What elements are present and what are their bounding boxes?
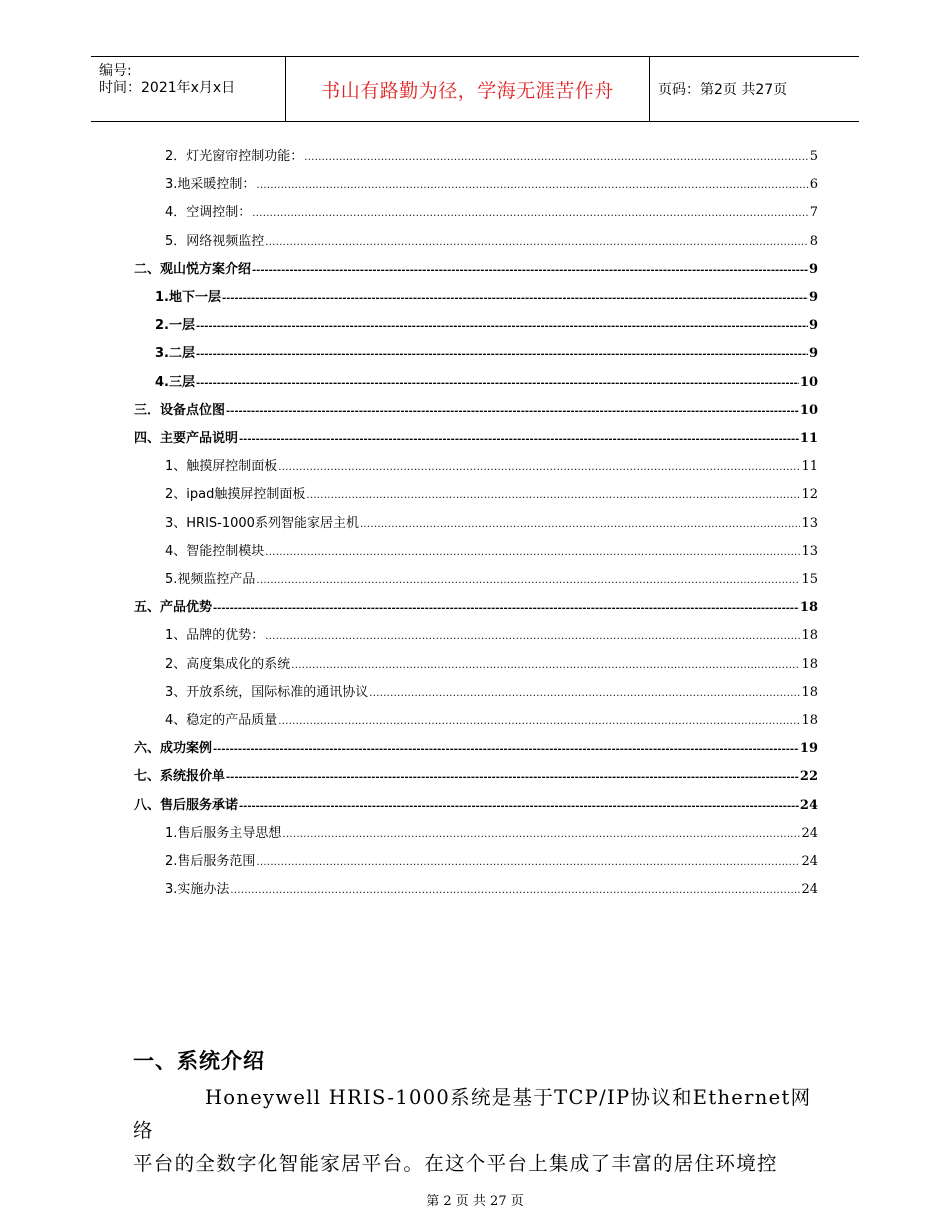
toc-entry-page: 18 [799, 600, 818, 615]
toc-entry-label: 1.地下一层 [155, 290, 221, 305]
toc-entry-page: 8 [809, 234, 818, 249]
toc-entry-label: 5.视频监控产品 [165, 572, 256, 587]
toc-leader [239, 431, 799, 446]
toc-entry[interactable] [165, 850, 818, 868]
toc-entry[interactable] [134, 737, 818, 755]
toc-entry[interactable] [165, 709, 818, 727]
toc-leader [291, 657, 800, 672]
toc-leader [230, 882, 800, 897]
toc-entry[interactable] [165, 822, 818, 840]
toc-entry-page: 24 [801, 882, 818, 897]
toc-leader [304, 149, 808, 164]
toc-entry-label: 4.三层 [155, 375, 195, 390]
toc-leader [226, 403, 799, 418]
toc-entry-label: 3、HRIS-1000系列智能家居主机 [165, 516, 359, 531]
toc-entry[interactable] [165, 201, 818, 219]
toc-entry-page: 13 [801, 516, 818, 531]
toc-entry-page: 18 [801, 628, 818, 643]
toc-entry-label: 5．网络视频监控 [165, 234, 265, 249]
toc-leader [278, 459, 800, 474]
toc-leader [369, 685, 800, 700]
header-page-cell [650, 57, 859, 121]
header-page-label: 页码：第2页 共27页 [658, 82, 788, 98]
toc-entry-page: 18 [801, 713, 818, 728]
toc-leader [196, 375, 799, 390]
header-motto: 书山有路勤为径，学海无涯苦作舟 [321, 79, 614, 102]
toc-entry-label: 4、稳定的产品质量 [165, 713, 278, 728]
toc-leader [256, 854, 800, 869]
toc-entry-page: 22 [799, 769, 818, 784]
toc-entry-label: 五、产品优势 [134, 600, 213, 615]
toc-entry-label: 3.二层 [155, 346, 195, 361]
toc-entry-label: 六、成功案例 [134, 741, 213, 756]
toc-leader [213, 600, 799, 615]
header-meta-cell [91, 57, 286, 121]
toc-entry-label: 2．灯光窗帘控制功能： [165, 149, 304, 164]
toc-leader [256, 177, 808, 192]
toc-entry-label: 2、高度集成化的系统 [165, 657, 291, 672]
toc-entry[interactable] [165, 540, 818, 558]
toc-entry-page: 10 [799, 375, 818, 390]
toc-entry-page: 24 [801, 826, 818, 841]
toc-entry-page: 24 [801, 854, 818, 869]
toc-leader [265, 234, 808, 249]
toc-leader [252, 262, 808, 277]
paragraph-line: 平台的全数字化智能家居平台。在这个平台上集成了丰富的居住环境控 [133, 1152, 778, 1175]
toc-entry[interactable] [165, 878, 818, 896]
section-paragraph [133, 1081, 819, 1180]
toc-entry[interactable] [165, 455, 818, 473]
toc-entry[interactable] [165, 681, 818, 699]
toc-entry-page: 13 [801, 544, 818, 559]
toc-entry-label: 八、售后服务承诺 [134, 798, 239, 813]
toc-entry-page: 6 [809, 177, 818, 192]
toc-entry-page: 9 [808, 346, 818, 361]
toc-entry[interactable] [165, 653, 818, 671]
toc-entry-label: 3.实施办法 [165, 882, 230, 897]
header-time-label: 时间：2021年x月x日 [99, 80, 236, 96]
toc-entry-page: 11 [799, 431, 818, 446]
toc-entry-label: 3.地采暖控制： [165, 177, 256, 192]
toc-entry-page: 5 [809, 149, 818, 164]
toc-entry-page: 11 [801, 459, 818, 474]
toc-entry-page: 19 [799, 741, 818, 756]
toc-entry-page: 12 [801, 487, 818, 502]
toc-entry-label: 4、智能控制模块 [165, 544, 265, 559]
section-title: 一、系统介绍 [133, 1049, 265, 1073]
toc-entry-page: 9 [808, 290, 818, 305]
page-header [91, 56, 859, 122]
toc-leader [239, 798, 799, 813]
toc-entry[interactable] [134, 258, 818, 276]
toc-entry[interactable] [165, 512, 818, 530]
paragraph-line: Honeywell HRIS-1000系统是基于TCP/IP协议和Ethernet网络 [133, 1086, 812, 1142]
toc-leader [278, 713, 800, 728]
toc-entry-label: 1.售后服务主导思想 [165, 826, 282, 841]
toc-entry[interactable] [134, 794, 818, 812]
toc-entry[interactable] [155, 286, 818, 304]
toc-leader [196, 318, 808, 333]
toc-leader [222, 290, 808, 305]
toc-leader [256, 572, 800, 587]
toc-entry[interactable] [134, 399, 818, 417]
toc-entry-label: 2.售后服务范围 [165, 854, 256, 869]
toc-leader [265, 628, 800, 643]
toc-entry[interactable] [155, 342, 818, 360]
toc-entry-label: 4．空调控制： [165, 205, 252, 220]
toc-entry-label: 1、触摸屏控制面板 [165, 459, 278, 474]
toc-entry-label: 四、主要产品说明 [134, 431, 239, 446]
page-footer: 第 2 页 共 27 页 [426, 1194, 524, 1209]
toc-entry-page: 9 [808, 262, 818, 277]
toc-entry-page: 9 [808, 318, 818, 333]
toc-entry[interactable] [165, 568, 818, 586]
toc-entry-label: 二、观山悦方案介绍 [134, 262, 252, 277]
header-motto-cell [286, 57, 650, 121]
toc-entry[interactable] [155, 314, 818, 332]
toc-entry-page: 24 [799, 798, 818, 813]
toc-entry-label: 3、开放系统，国际标准的通讯协议 [165, 685, 369, 700]
toc-entry-page: 7 [809, 205, 818, 220]
toc-entry-page: 15 [801, 572, 818, 587]
header-number-label: 编号: [99, 63, 132, 79]
toc-leader [282, 826, 800, 841]
toc-entry-label: 2.一层 [155, 318, 195, 333]
toc-leader [213, 741, 799, 756]
toc-entry-page: 18 [801, 685, 818, 700]
toc-entry-label: 三．设备点位图 [134, 403, 226, 418]
toc-entry[interactable] [155, 371, 818, 389]
toc-entry[interactable] [134, 765, 818, 783]
toc-entry[interactable] [165, 624, 818, 642]
toc-entry-label: 2、ipad触摸屏控制面板 [165, 487, 306, 502]
toc-entry-label: 七、系统报价单 [134, 769, 226, 784]
toc-entry[interactable] [134, 427, 818, 445]
toc-entry[interactable] [134, 596, 818, 614]
toc-entry-label: 1、品牌的优势： [165, 628, 265, 643]
toc-entry[interactable] [165, 483, 818, 501]
toc-entry-page: 18 [801, 657, 818, 672]
toc-leader [306, 487, 800, 502]
toc-entry[interactable] [165, 230, 818, 248]
toc-entry[interactable] [165, 145, 818, 163]
toc-leader [226, 769, 799, 784]
toc-leader [196, 346, 808, 361]
toc-entry[interactable] [165, 173, 818, 191]
toc-leader [360, 516, 801, 531]
toc-entry-page: 10 [799, 403, 818, 418]
toc-leader [252, 205, 808, 220]
toc-leader [265, 544, 800, 559]
